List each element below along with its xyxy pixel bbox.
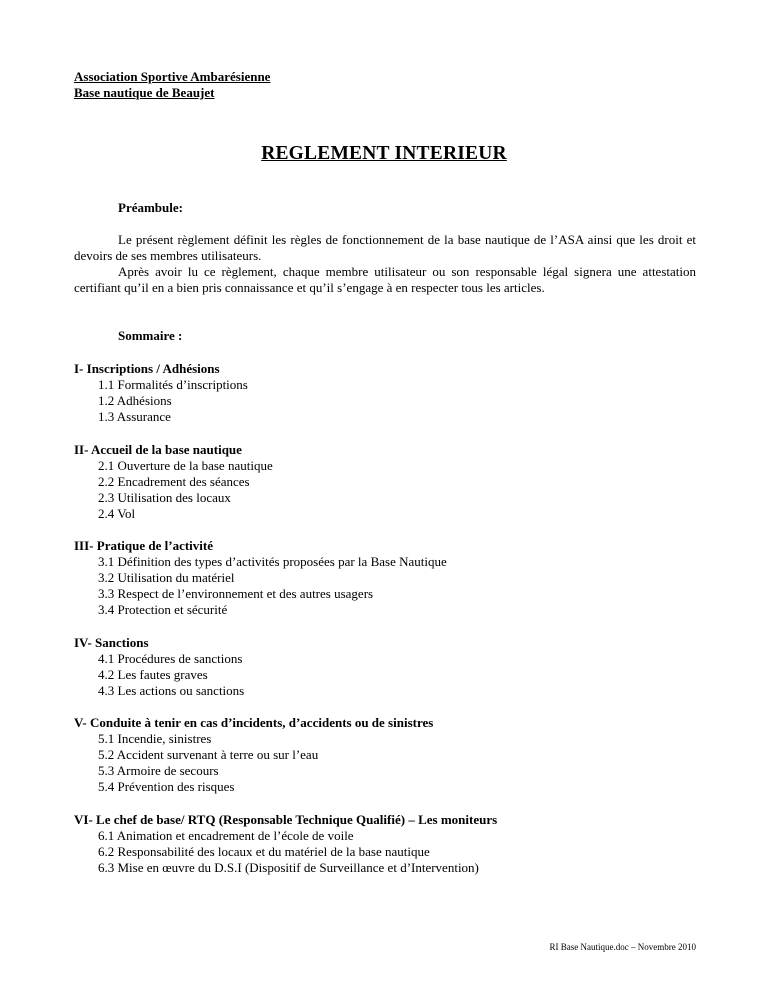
table-of-contents <box>74 361 497 892</box>
base-name: Base nautique de Beaujet <box>74 85 215 100</box>
toc-item: 5.3 Armoire de secours <box>98 763 219 778</box>
toc-item: 3.4 Protection et sécurité <box>98 602 228 617</box>
toc-item: 2.1 Ouverture de la base nautique <box>98 457 273 473</box>
toc-section <box>74 812 497 876</box>
toc-section-title: II- Accueil de la base nautique <box>74 441 242 457</box>
page-footer: RI Base Nautique.doc – Novembre 2010 <box>549 942 696 952</box>
toc-item: 6.2 Responsabilité des locaux et du matériel de la base nautique <box>98 843 430 859</box>
preamble-paragraph-1: Le présent règlement définit les règles de fonctionnement de la base nautique de l’ASA ainsi que les droit et devoirs de ses membres utilisateurs. <box>74 232 696 263</box>
toc-item: 4.2 Les fautes graves <box>98 666 208 682</box>
toc-section-title: I- Inscriptions / Adhésions <box>74 361 220 376</box>
toc-section-title: V- Conduite à tenir en cas d’incidents, d’accidents ou de sinistres <box>74 715 434 730</box>
toc-item: 3.1 Définition des types d’activités proposées par la Base Nautique <box>98 554 447 569</box>
toc-section-title: III- Pratique de l’activité <box>74 538 214 553</box>
toc-item: 1.3 Assurance <box>98 409 171 424</box>
toc-section <box>74 715 497 795</box>
toc-section-title: IV- Sanctions <box>74 634 149 650</box>
document-title: REGLEMENT INTERIEUR <box>261 143 507 164</box>
toc-section <box>74 442 497 522</box>
toc-section <box>74 361 497 425</box>
toc-item: 5.4 Prévention des risques <box>98 779 235 794</box>
toc-section <box>74 635 497 699</box>
sommaire-label: Sommaire : <box>118 328 183 343</box>
preamble-paragraph-2: Après avoir lu ce règlement, chaque membre utilisateur ou son responsable légal signera une attestation certifiant qu’il en a bien pris connaissance et qu’il s’engage à en respecter tous les articles. <box>74 264 696 295</box>
preamble-label: Préambule: <box>118 200 183 215</box>
toc-item: 2.4 Vol <box>98 505 136 521</box>
toc-item: 6.1 Animation et encadrement de l’école de voile <box>98 827 354 843</box>
toc-item: 3.3 Respect de l’environnement et des autres usagers <box>98 586 374 601</box>
association-name: Association Sportive Ambarésienne <box>74 69 271 84</box>
toc-item: 4.1 Procédures de sanctions <box>98 650 243 666</box>
toc-item: 6.3 Mise en œuvre du D.S.I (Dispositif de Surveillance et d’Intervention) <box>98 859 479 875</box>
document-header <box>74 69 270 101</box>
toc-item: 5.2 Accident survenant à terre ou sur l’eau <box>98 747 319 762</box>
toc-section <box>74 538 497 618</box>
toc-item: 3.2 Utilisation du matériel <box>98 570 235 585</box>
toc-item: 1.2 Adhésions <box>98 393 172 408</box>
preamble-text <box>74 232 696 296</box>
toc-item: 1.1 Formalités d’inscriptions <box>98 377 248 392</box>
toc-item: 2.3 Utilisation des locaux <box>98 489 231 505</box>
toc-section-title: VI- Le chef de base/ RTQ (Responsable Technique Qualifié) – Les moniteurs <box>74 811 498 827</box>
toc-item: 2.2 Encadrement des séances <box>98 473 250 489</box>
toc-item: 4.3 Les actions ou sanctions <box>98 682 245 698</box>
toc-item: 5.1 Incendie, sinistres <box>98 731 212 746</box>
